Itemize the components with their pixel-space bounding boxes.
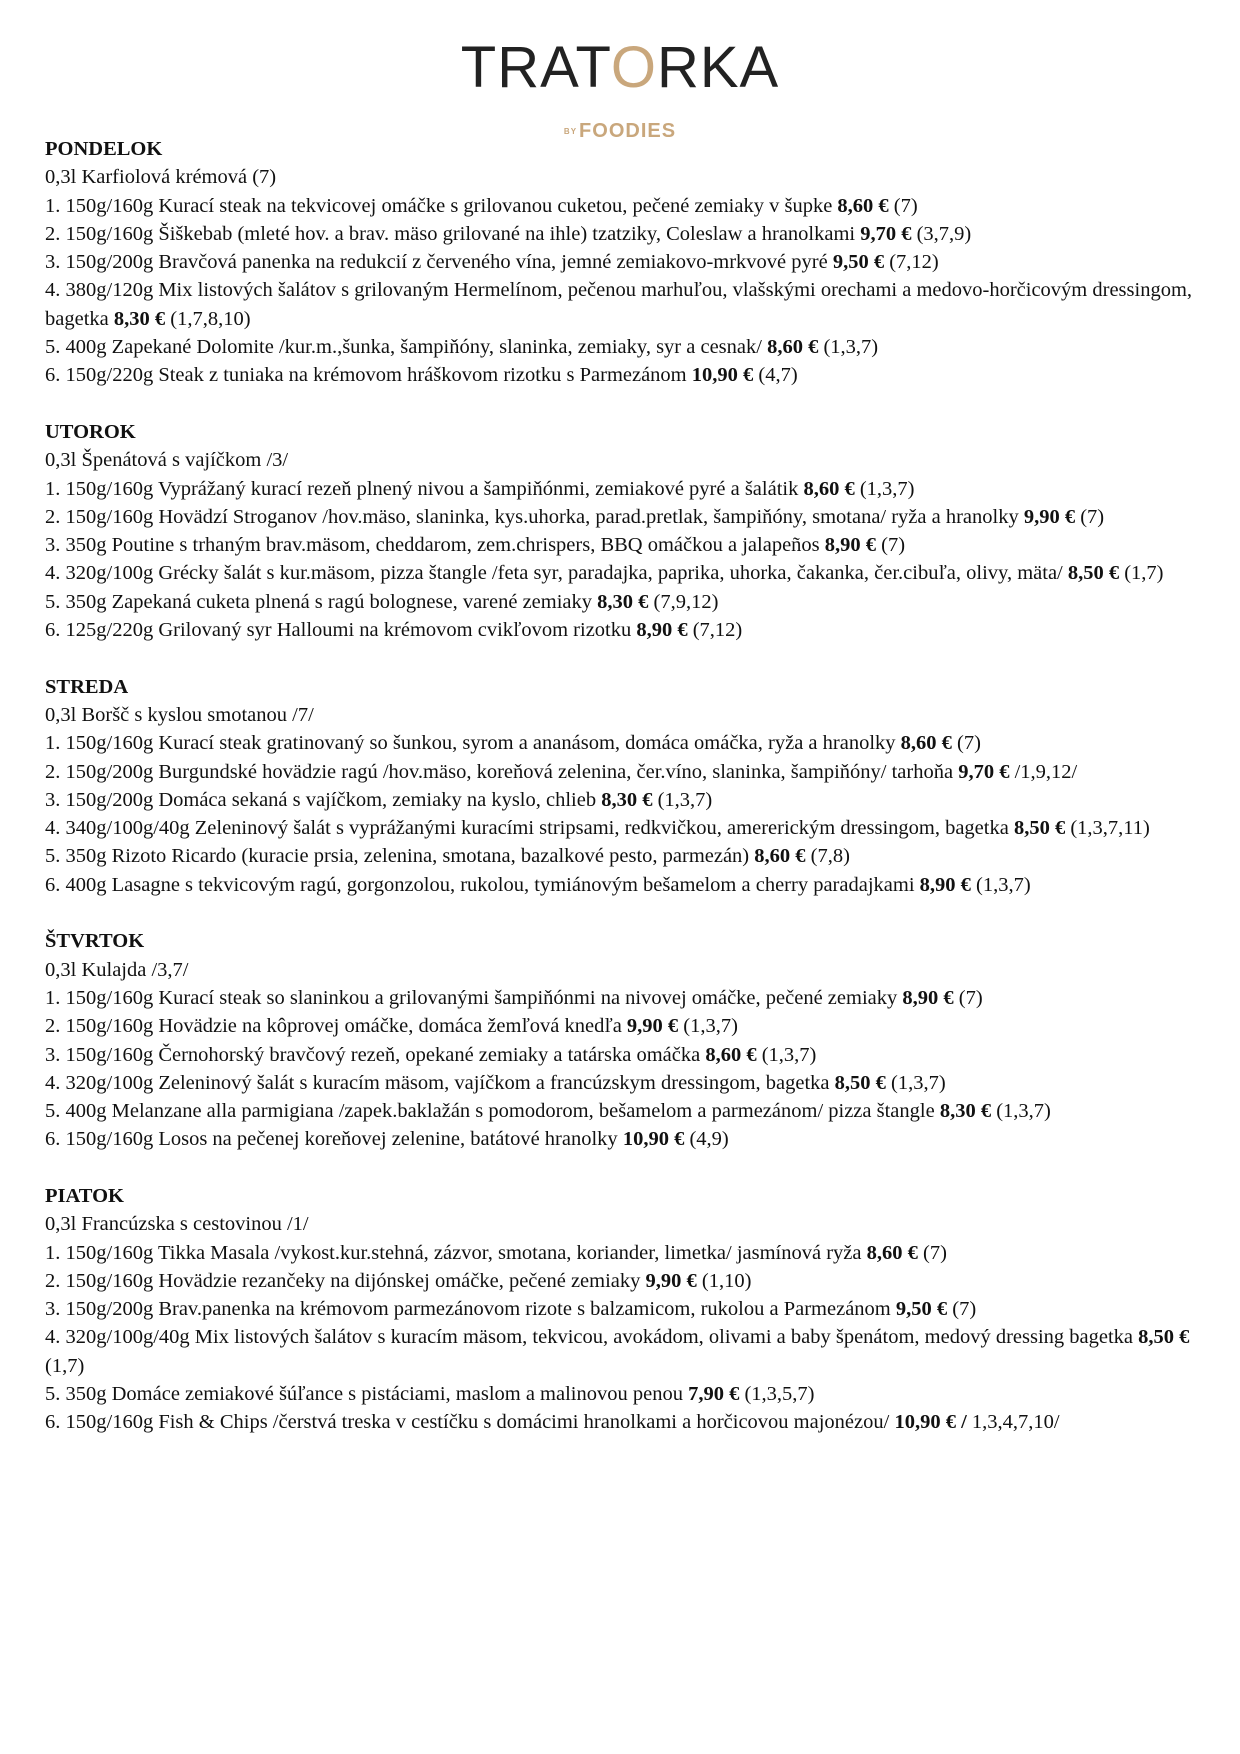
menu-item-allergens: (7,12)	[884, 251, 939, 274]
menu-item	[45, 333, 1195, 361]
day-title: PIATOK	[45, 1184, 124, 1207]
menu-item-price: 10,90 €	[691, 364, 754, 387]
brand-name-part1: TRAT	[460, 35, 611, 100]
menu-item-description: 2. 150g/160g Šiškebab (mleté hov. a brav. mäso grilované na ihle) tzatziky, Coleslaw a hranolkami	[45, 222, 861, 245]
menu-item	[45, 1097, 1195, 1125]
menu-item-allergens: /1,9,12/	[1009, 760, 1078, 783]
menu-item-description: 4. 380g/120g Mix listových šalátov s grilovaným Hermelínom, pečenou marhuľou, vlašskými orechami a medovo-horčicovým dressingom, bagetka	[45, 279, 1193, 330]
menu-item-allergens: (1,3,7,11)	[1065, 817, 1150, 840]
menu-item-allergens: (7)	[917, 1241, 947, 1264]
soup-of-day: 0,3l Špenátová s vajíčkom /3/	[45, 449, 289, 472]
brand-logo	[0, 36, 1240, 143]
menu-item	[45, 786, 1195, 814]
menu-item-description: 5. 400g Melanzane alla parmigiana /zapek.baklažán s pomodorom, bešamelom a parmezánom/ pizza štangle	[45, 1100, 940, 1123]
menu-item	[45, 1125, 1195, 1153]
day-title: UTOROK	[45, 420, 136, 443]
menu-item	[45, 1069, 1195, 1097]
menu-item-price: 8,50 €	[834, 1071, 886, 1094]
menu-item-price: 7,90 €	[688, 1383, 740, 1406]
menu-item-price: 8,60 €	[866, 1241, 918, 1264]
soup-of-day: 0,3l Francúzska s cestovinou /1/	[45, 1213, 309, 1236]
menu-item-price: 9,90 €	[645, 1269, 697, 1292]
menu-item-description: 1. 150g/160g Kurací steak gratinovaný so šunkou, syrom a ananásom, domáca omáčka, ryža a hranolky	[45, 732, 901, 755]
menu-item-price: 8,60 €	[803, 477, 855, 500]
day-section	[45, 135, 1195, 390]
menu-item-allergens: (7,8)	[805, 845, 850, 868]
menu-item-description: 2. 150g/200g Burgundské hovädzie ragú /hov.mäso, koreňová zelenina, čer.víno, slaninka, šampiňóny/ tarhoňa	[45, 760, 959, 783]
brand-name-part2: RKA	[656, 35, 780, 100]
menu-item-allergens: (1,3,5,7)	[739, 1383, 815, 1406]
menu-item-price: 8,90 €	[919, 873, 971, 896]
menu-item-price: 8,30 €	[113, 307, 166, 330]
menu-item-allergens: (1,7)	[45, 1354, 85, 1377]
menu-item-description: 5. 350g Rizoto Ricardo (kuracie prsia, zelenina, smotana, bazalkové pesto, parmezán)	[45, 845, 755, 868]
menu-item-price: 8,60 €	[900, 732, 952, 755]
menu-item-price: 8,30 €	[597, 590, 649, 613]
menu-item-description: 2. 150g/160g Hovädzí Stroganov /hov.mäso, slaninka, kys.uhorka, parad.pretlak, šampiňóny, smotana/ ryža a hranolky	[45, 505, 1024, 528]
menu-item	[45, 248, 1195, 276]
menu-item-allergens: (1,3,7)	[991, 1100, 1051, 1123]
menu-item-description: 1. 150g/160g Kurací steak so slaninkou a grilovanými šampiňónmi na nivovej omáčke, pečené zemiaky	[45, 986, 903, 1009]
day-section	[45, 1182, 1195, 1437]
day-title: PONDELOK	[45, 138, 163, 160]
menu-item-description: 1. 150g/160g Tikka Masala /vykost.kur.stehná, zázvor, smotana, koriander, limetka/ jasmínová ryža	[45, 1241, 867, 1264]
menu-item	[45, 503, 1195, 531]
day-section	[45, 927, 1195, 1153]
menu-item-price: 9,70 €	[958, 760, 1010, 783]
menu-item	[45, 1380, 1195, 1408]
menu-item-price: 9,90 €	[1023, 505, 1076, 528]
brand-wordmark	[461, 36, 779, 100]
menu-item	[45, 729, 1195, 757]
menu-item-price: 8,60 €	[767, 336, 819, 359]
menu-item-allergens: (1,3,7)	[678, 1015, 738, 1038]
soup-of-day: 0,3l Karfiolová krémová (7)	[45, 166, 277, 189]
menu-item	[45, 220, 1195, 248]
menu-item-price: 8,50 €	[1067, 562, 1120, 585]
menu-item-description: 6. 400g Lasagne s tekvicovým ragú, gorgonzolou, rukolou, tymiánovým bešamelom a cherry paradajkami	[45, 873, 920, 896]
menu-item-allergens: (1,7,8,10)	[165, 307, 251, 330]
menu-item	[45, 1267, 1195, 1295]
menu-item	[45, 871, 1195, 899]
menu-item-description: 3. 150g/160g Černohorský bravčový rezeň, opekané zemiaky a tatárska omáčka	[45, 1043, 706, 1066]
menu-item-allergens: (7)	[876, 534, 906, 557]
menu-item-description: 2. 150g/160g Hovädzie na kôprovej omáčke, domáca žemľová knedľa	[45, 1015, 627, 1038]
day-section	[45, 418, 1195, 644]
menu-item-allergens: (1,3,7)	[885, 1071, 946, 1094]
menu-item-price: 8,50 €	[1013, 817, 1066, 840]
menu-item-description: 3. 150g/200g Brav.panenka na krémovom parmezánovom rizote s balzamicom, rukolou a Parmezánom	[45, 1298, 896, 1321]
menu-item-description: 5. 350g Zapekaná cuketa plnená s ragú bolognese, varené zemiaky	[45, 590, 598, 613]
menu-item-description: 3. 150g/200g Domáca sekaná s vajíčkom, zemiaky na kyslo, chlieb	[45, 788, 602, 811]
menu-item	[45, 192, 1195, 220]
menu-item-price: 8,60 €	[837, 194, 889, 217]
menu-item-allergens: (7,12)	[687, 619, 743, 642]
menu-item	[45, 531, 1195, 559]
menu-item-description: 4. 340g/100g/40g Zeleninový šalát s vyprážanými kuracími stripsami, redkvičkou, amererickým dressingom, bagetka	[45, 817, 1014, 840]
menu-item-allergens: (1,7)	[1119, 562, 1164, 585]
menu-item-description: 6. 150g/160g Fish & Chips /čerstvá treska v cestíčku s domácimi hranolkami a horčicovou majonézou/	[45, 1411, 895, 1434]
menu-item-description: 5. 350g Domáce zemiakové šúľance s pistáciami, maslom a malinovou penou	[45, 1383, 689, 1406]
menu-item-price: 9,90 €	[626, 1015, 679, 1038]
menu-item	[45, 1408, 1195, 1436]
menu-item-description: 1. 150g/160g Vyprážaný kurací rezeň plnený nivou a šampiňónmi, zemiakové pyré a šalátik	[45, 477, 804, 500]
menu-item-description: 6. 125g/220g Grilovaný syr Halloumi na krémovom cvikľovom rizotku	[45, 619, 637, 642]
menu-item	[45, 1012, 1195, 1040]
menu-item	[45, 1323, 1195, 1380]
menu-item-allergens: (1,3,7)	[652, 788, 713, 811]
menu-item	[45, 1239, 1195, 1267]
day-section	[45, 673, 1195, 899]
day-title: ŠTVRTOK	[45, 930, 145, 953]
menu-item-allergens: (7,9,12)	[648, 590, 719, 613]
brand-by: BY	[563, 126, 578, 136]
menu-item-allergens: (1,3,7)	[756, 1043, 817, 1066]
menu-item-description: 6. 150g/160g Losos na pečenej koreňovej zelenine, batátové hranolky	[45, 1128, 623, 1151]
menu-item-allergens: 1,3,4,7,10/	[966, 1411, 1060, 1434]
menu-item-allergens: (4,9)	[684, 1128, 729, 1151]
menu-item-price: 8,30 €	[601, 788, 653, 811]
menu-item-allergens: (7)	[947, 1298, 977, 1321]
day-title: STREDA	[45, 675, 129, 698]
menu-item-allergens: (3,7,9)	[911, 222, 972, 245]
menu-item-allergens: (7)	[953, 986, 983, 1009]
menu-item	[45, 588, 1195, 616]
menu-item	[45, 758, 1195, 786]
menu-item-price: 10,90 €	[622, 1128, 685, 1151]
menu-item-description: 4. 320g/100g Zeleninový šalát s kuracím mäsom, vajíčkom a francúzskym dressingom, bagetka	[45, 1071, 835, 1094]
menu-item-price: 9,70 €	[860, 222, 912, 245]
menu-item-allergens: (7)	[888, 194, 918, 217]
menu-item-description: 3. 350g Poutine s trhaným brav.mäsom, cheddarom, zem.chrispers, BBQ omáčkou a jalapeños	[45, 534, 825, 557]
menu-item-allergens: (1,10)	[696, 1269, 752, 1292]
menu-item-description: 3. 150g/200g Bravčová panenka na redukcií z červeného vína, jemné zemiakovo-mrkvové pyré	[45, 251, 833, 274]
menu-item	[45, 559, 1195, 587]
menu-item-description: 2. 150g/160g Hovädzie rezančeky na dijónskej omáčke, pečené zemiaky	[45, 1269, 646, 1292]
menu-item	[45, 475, 1195, 503]
menu-item	[45, 1295, 1195, 1323]
menu-item-allergens: (1,3,7)	[970, 873, 1031, 896]
menu-item-allergens: (7)	[951, 732, 981, 755]
menu-item	[45, 984, 1195, 1012]
menu-item-price: 8,90 €	[636, 619, 688, 642]
menu-item-price: 8,90 €	[824, 534, 877, 557]
menu-item-description: 4. 320g/100g Grécky šalát s kur.mäsom, pizza štangle /feta syr, paradajka, paprika, uhorka, čakanka, čer.cibuľa, olivy, mäta/	[45, 562, 1068, 585]
menu-item-description: 1. 150g/160g Kurací steak na tekvicovej omáčke s grilovanou cuketou, pečené zemiaky v šupke	[45, 194, 838, 217]
menu-item-price: 9,50 €	[895, 1298, 948, 1321]
menu-item	[45, 616, 1195, 644]
menu-item-description: 6. 150g/220g Steak z tuniaka na krémovom hráškovom rizotku s Parmezánom	[45, 364, 692, 387]
menu-item	[45, 842, 1195, 870]
soup-of-day: 0,3l Boršč s kyslou smotanou /7/	[45, 703, 314, 726]
menu-item-description: 4. 320g/100g/40g Mix listových šalátov s kuracím mäsom, tekvicou, avokádom, olivami a baby špenátom, medový dressing bagetka	[45, 1326, 1139, 1349]
brand-name-accent: O	[610, 35, 657, 100]
menu-item-description: 5. 400g Zapekané Dolomite /kur.m.,šunka, šampiňóny, slaninka, zemiaky, syr a cesnak/	[45, 336, 768, 359]
menu-item-price: 8,50 €	[1138, 1326, 1190, 1349]
menu-item-price: 10,90 € /	[894, 1411, 967, 1434]
menu-item-allergens: (1,3,7)	[854, 477, 915, 500]
menu-item-allergens: (1,3,7)	[818, 336, 879, 359]
weekly-menu	[45, 135, 1195, 1465]
menu-item	[45, 1041, 1195, 1069]
menu-item-price: 8,60 €	[705, 1043, 757, 1066]
soup-of-day: 0,3l Kulajda /3,7/	[45, 958, 189, 981]
menu-item-price: 9,50 €	[832, 251, 885, 274]
menu-item-price: 8,90 €	[902, 986, 954, 1009]
menu-item	[45, 361, 1195, 389]
menu-item-price: 8,30 €	[939, 1100, 992, 1123]
menu-item	[45, 814, 1195, 842]
menu-item	[45, 276, 1195, 333]
brand-sub: FOODIES	[579, 120, 677, 142]
menu-item-allergens: (7)	[1075, 505, 1105, 528]
menu-item-price: 8,60 €	[754, 845, 806, 868]
menu-item-allergens: (4,7)	[753, 364, 798, 387]
